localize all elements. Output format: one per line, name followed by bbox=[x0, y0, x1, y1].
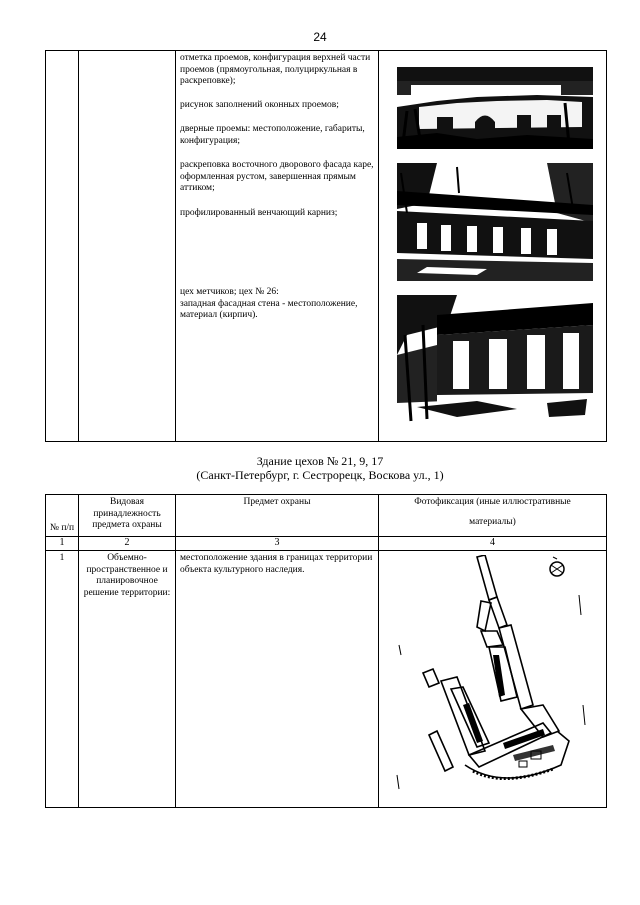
subject-item: дверные проемы: местоположение, габариты, конфигурация; bbox=[180, 124, 365, 146]
header-photo bbox=[379, 495, 607, 537]
row-photo bbox=[379, 551, 607, 808]
subject-item: цех метчиков; цех № 26: bbox=[180, 287, 279, 297]
column-number-row bbox=[46, 537, 607, 551]
section-title bbox=[0, 454, 640, 482]
subject-item: профилированный венчающий карниз; bbox=[180, 207, 338, 218]
subject-item: раскреповка восточного дворового фасада каре, оформленная рустом, завершенная прямым аттиком; bbox=[180, 160, 374, 193]
column-number: 1 bbox=[46, 537, 79, 551]
row-no: 1 bbox=[46, 551, 79, 808]
site-plan-map bbox=[393, 555, 591, 801]
header-photo-line2: материалы) bbox=[469, 516, 516, 527]
cell-no bbox=[46, 51, 79, 442]
table-row bbox=[46, 551, 607, 808]
protection-subject-table bbox=[45, 494, 607, 808]
courtyard-facade-photo bbox=[397, 163, 593, 281]
cell-type bbox=[79, 51, 176, 442]
building-name: Здание цехов № 21, 9, 17 bbox=[256, 454, 384, 468]
building-facade-photo bbox=[397, 67, 593, 149]
west-wall-photo bbox=[397, 295, 593, 425]
subject-item: западная фасадная стена - местоположение, материал (кирпич). bbox=[180, 298, 358, 320]
column-number: 3 bbox=[176, 537, 379, 551]
row-subject: местоположение здания в границах территории объекта культурного наследия. bbox=[176, 551, 379, 808]
row-type: Объемно-пространственное и планировочное решение территории: bbox=[79, 551, 176, 808]
cell-photos bbox=[379, 51, 607, 442]
table-header-row bbox=[46, 495, 607, 537]
header-subject: Предмет охраны bbox=[176, 495, 379, 537]
header-photo-line1: Фотофиксация (иные иллюстративные bbox=[414, 497, 571, 507]
subject-item: рисунок заполнений оконных проемов; bbox=[180, 99, 339, 110]
page-number: 24 bbox=[313, 30, 327, 44]
column-number: 2 bbox=[79, 537, 176, 551]
cell-subject bbox=[176, 51, 379, 442]
building-address: (Санкт-Петербург, г. Сестрорецк, Воскова ул., 1) bbox=[196, 468, 444, 482]
subject-item: отметка проемов, конфигурация верхней части проемов (прямоугольная, полуциркульная в раскреповке); bbox=[180, 53, 371, 86]
header-type: Видовая принадлежность предмета охраны bbox=[79, 495, 176, 537]
header-no: № п/п bbox=[46, 495, 79, 537]
continuation-table bbox=[45, 50, 607, 442]
column-number: 4 bbox=[379, 537, 607, 551]
